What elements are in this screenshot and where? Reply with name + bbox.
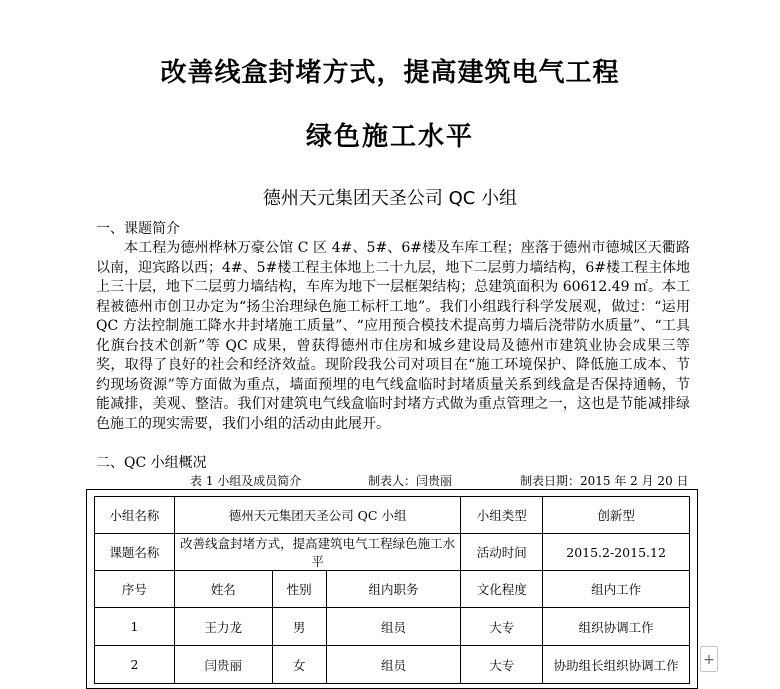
table-row <box>95 497 690 534</box>
section1-heading: 一、课题简介 <box>96 221 180 237</box>
table-row <box>95 534 690 571</box>
value-topic: 改善线盒封堵方式，提高建筑电气工程绿色施工水平 <box>174 534 460 571</box>
value-activity-time: 2015.2-2015.12 <box>543 534 690 571</box>
value-group-type: 创新型 <box>543 497 690 534</box>
header-work: 组内工作 <box>543 571 690 608</box>
title-line-2: 绿色施工水平 <box>305 122 474 152</box>
member-work: 协助组长组织协调工作 <box>543 646 690 684</box>
label-activity-time: 活动时间 <box>461 534 543 571</box>
member-role: 组员 <box>326 608 461 646</box>
table-caption-maker: 制表人：闫贵丽 <box>368 474 453 488</box>
label-group-name: 小组名称 <box>95 497 175 534</box>
table-header-row <box>95 571 690 608</box>
member-education: 大专 <box>461 608 543 646</box>
member-gender: 男 <box>272 608 326 646</box>
label-topic: 课题名称 <box>95 534 175 571</box>
member-index: 2 <box>95 646 175 684</box>
member-work: 组织协调工作 <box>543 608 690 646</box>
section2-heading: 二、QC 小组概况 <box>96 455 207 471</box>
value-group-name: 德州天元集团天圣公司 QC 小组 <box>174 497 460 534</box>
title-line-1: 改善线盒封堵方式，提高建筑电气工程 <box>160 58 620 88</box>
subtitle: 德州天元集团天圣公司 QC 小组 <box>262 188 518 209</box>
header-gender: 性别 <box>272 571 326 608</box>
header-name: 姓名 <box>174 571 272 608</box>
member-index: 1 <box>95 608 175 646</box>
add-button[interactable]: + <box>700 646 718 672</box>
header-education: 文化程度 <box>461 571 543 608</box>
table-caption-date: 制表日期：2015 年 2 月 20 日 <box>520 474 689 488</box>
group-info-table <box>94 496 690 684</box>
table-row <box>95 608 690 646</box>
member-gender: 女 <box>272 646 326 684</box>
member-education: 大专 <box>461 646 543 684</box>
member-role: 组员 <box>326 646 461 684</box>
member-name: 闫贵丽 <box>174 646 272 684</box>
table-row <box>95 646 690 684</box>
member-name: 王力龙 <box>174 608 272 646</box>
section1-body: 本工程为德州桦林万豪公馆 C 区 4#、5#、6#楼及车库工程；座落于德州市德城区天衢路以南，迎宾路以西；4#、5#楼工程主体地上二十九层，地下二层剪力墙结构，6#楼工程主体地上三十层，地下二层剪力墙结构，车库为地下一层框架结构；总建筑面积为 60612.49 ㎡。本工程被德州市创卫办定为“扬尘治理绿色施工标杆工地”。我们小组践行科学发展观，做过：“运用 QC 方法控制施工降水井封堵施工质量”、“应用预合模技术提高剪力墙后浇带防水质量”、“工具化旗台技术创新”等 QC 成果，曾获得德州市住房和城乡建设局及德州市建筑业协会成果三等奖，取得了良好的社会和经济效益。现阶段我公司对项目在“施工环境保护、降低施工成本、节约现场资源”等方面做为重点，墙面预埋的电气线盒临时封堵质量关系到线盒是否保持通畅，节能减排，美观、整洁。我们对建筑电气线盒临时封堵方式做为重点管理之一，这也是节能减排绿色施工的现实需要，我们小组的活动由此展开。 <box>96 240 690 432</box>
table-caption-title: 表 1 小组及成员简介 <box>190 474 302 488</box>
header-index: 序号 <box>95 571 175 608</box>
header-role: 组内职务 <box>326 571 461 608</box>
label-group-type: 小组类型 <box>461 497 543 534</box>
